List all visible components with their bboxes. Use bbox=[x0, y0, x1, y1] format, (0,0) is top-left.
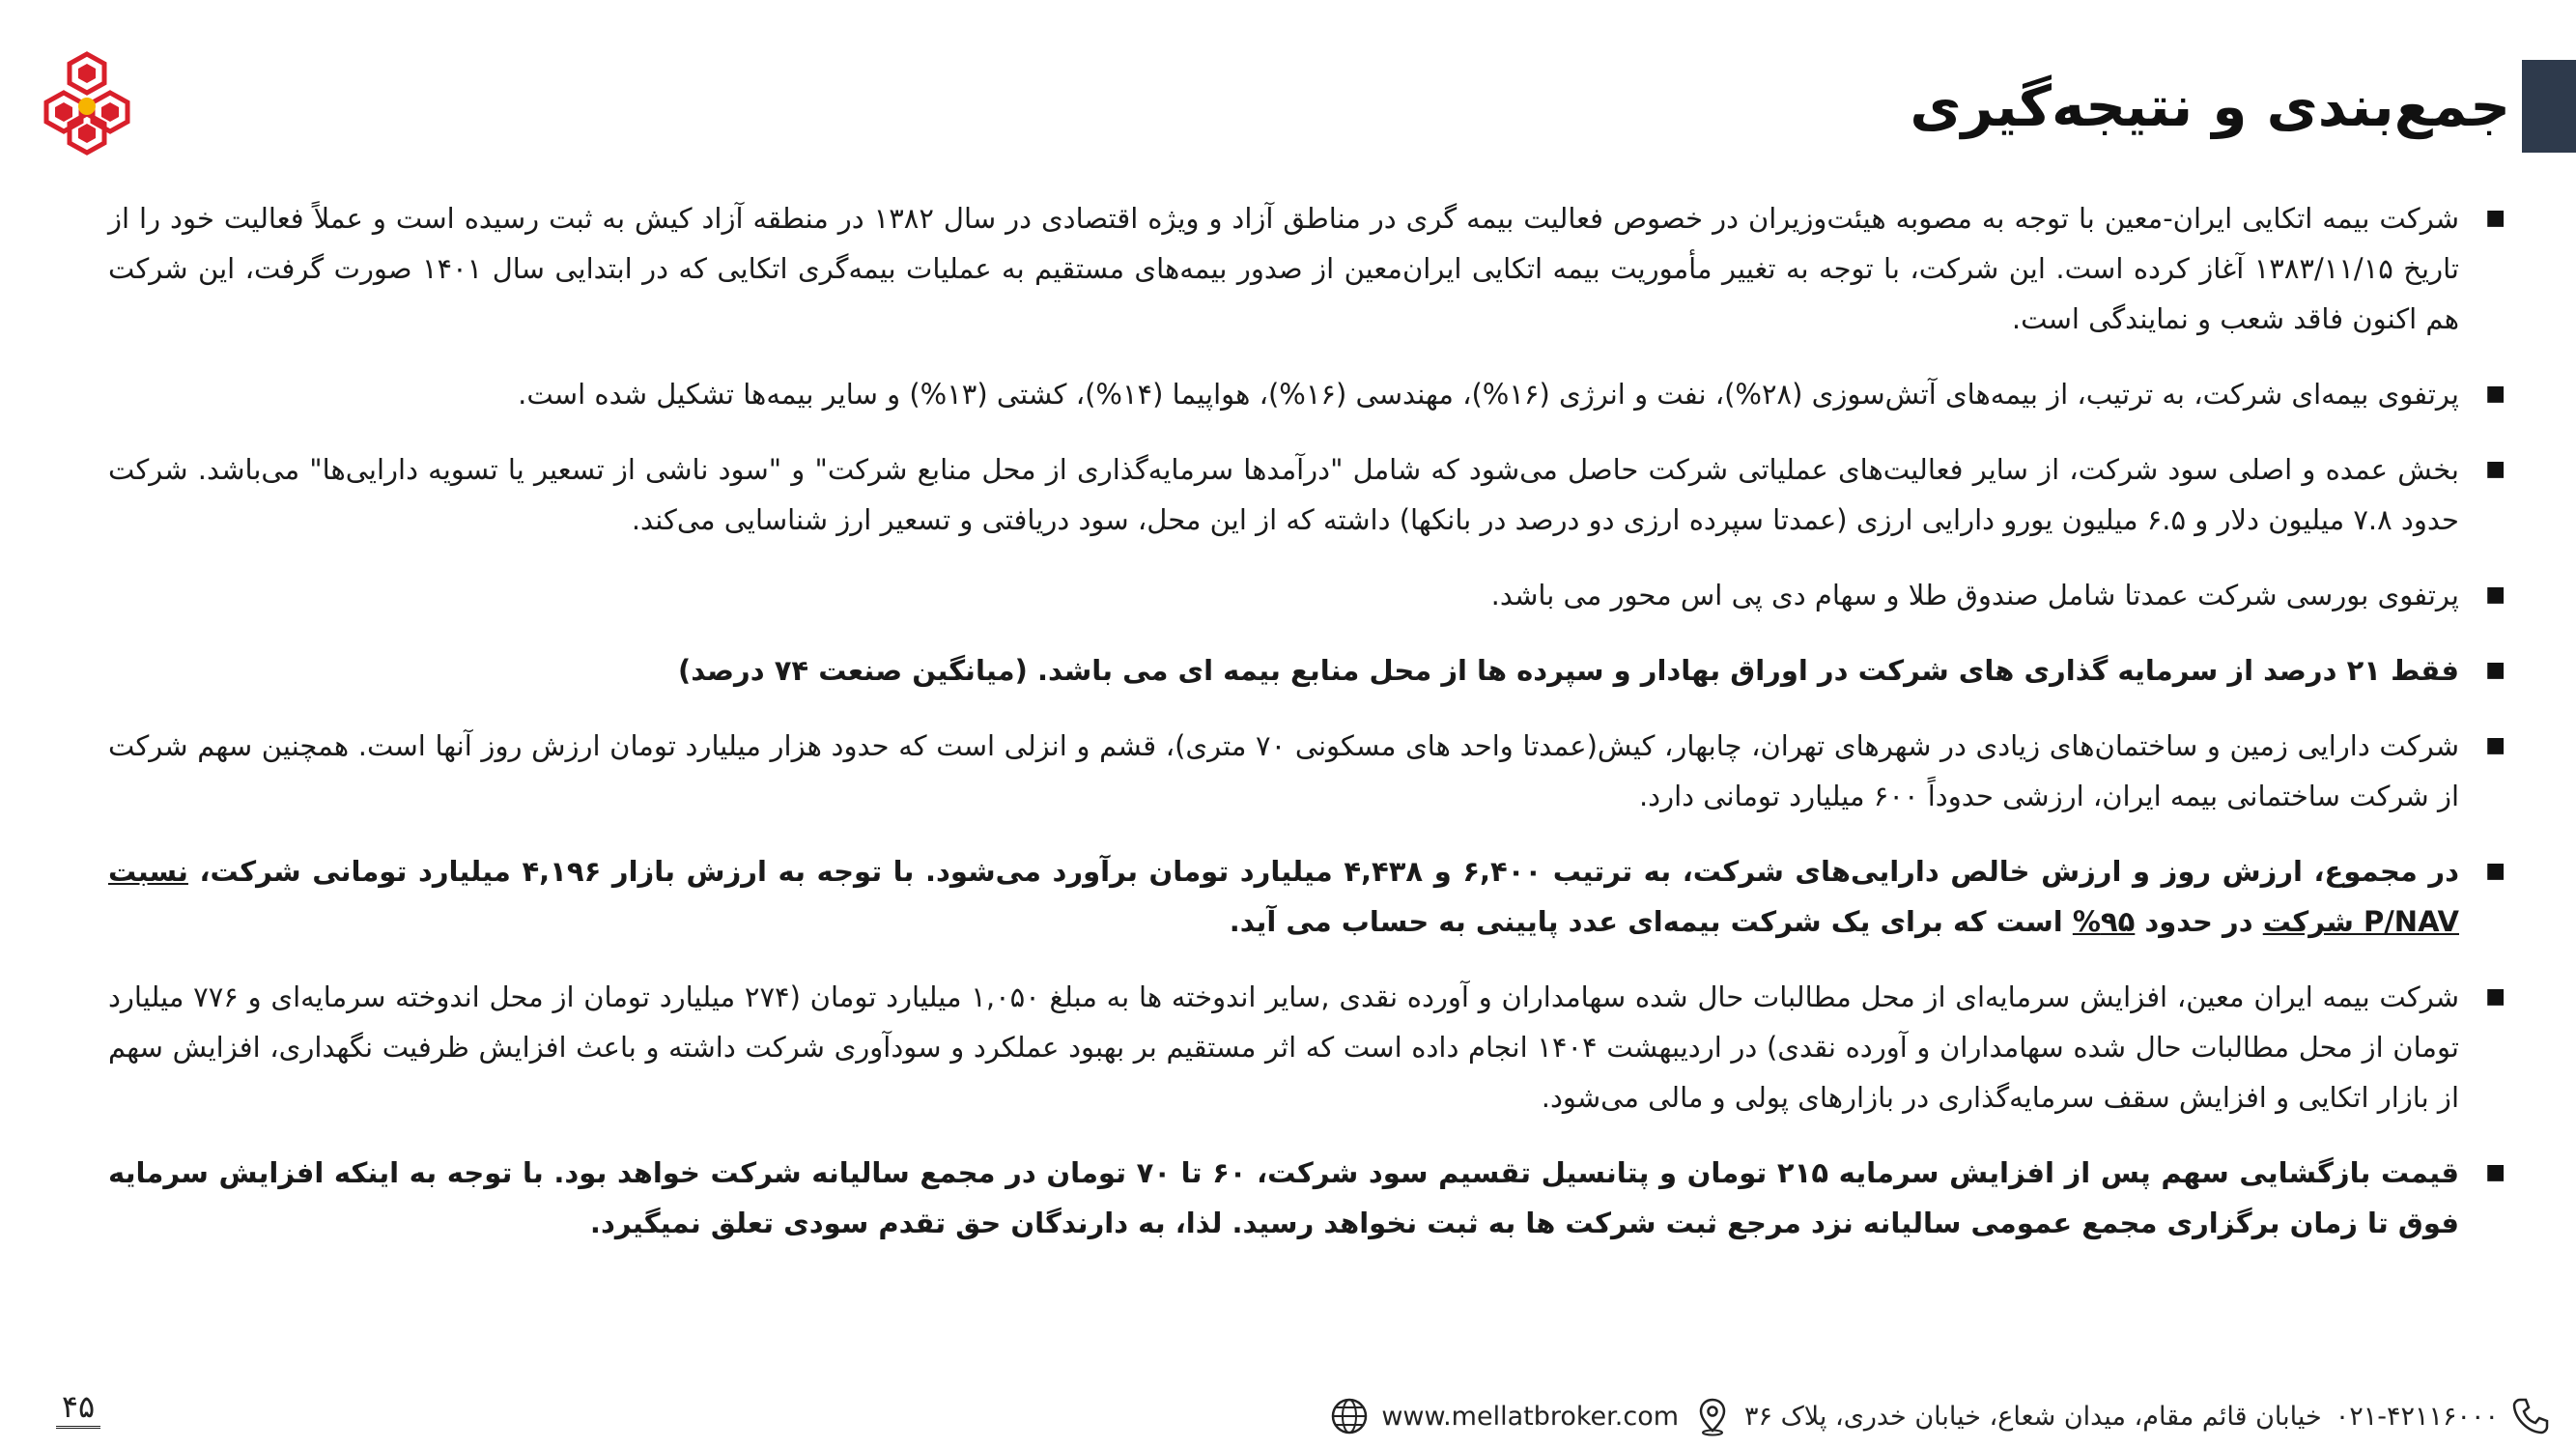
summary-content bbox=[108, 193, 2505, 1265]
list-item: ■ پرتفوی بیمه‌ای شرکت، به ترتیب، از بیمه‌های آتش‌سوزی (۲۸%)، نفت و انرژی (۱۶%)، مهندسی (۱۶%)، هواپیما (۱۴%)، کشتی (۱۳%) و سایر بیمه‌ها تشکیل شده است. bbox=[108, 369, 2459, 419]
list-item: ■ شرکت بیمه اتکایی ایران-معین با توجه به مصوبه هیئت‌وزیران در خصوص فعالیت بیمه گری در مناطق آزاد و ویژه اقتصادی در سال ۱۳۸۲ در منطقه آزاد کیش به ثبت رسیده است و عملاً فعالیت خود را از تاریخ ۱۳۸۳/۱۱/۱۵ آغاز کرده است. این شرکت، با توجه به تغییر مأموریت بیمه اتکایی ایران‌معین از صدور بیمه‌های مستقیم به عملیات بیمه‌گری اتکایی که در ابتدایی سال ۱۴۰۱ صورت گرفت، این شرکت هم اکنون فاقد شعب و نمایندگی است. bbox=[108, 193, 2459, 344]
bullet-icon: ■ bbox=[2485, 382, 2505, 406]
list-item: ■ شرکت بیمه ایران معین، افزایش سرمایه‌ای از محل مطالبات حال شده سهامداران و آورده نقدی ,سایر اندوخته ها به مبلغ ۱,۰۵۰ میلیارد تومان (۲۷۴ میلیارد تومان از محل اندوخته سرمایه‌ای و ۷۷۶ میلیارد تومان از محل مطالبات حال شده سهامداران و آورده نقدی) در اردیبهشت ۱۴۰۴ انجام داده است که اثر مستقیم بر بهبود عملکرد و سودآوری شرکت داشته و باعث افزایش ظرفیت نگهداری، افزایش سهم از بازار اتکایی و افزایش سقف سرمایه‌گذاری در بازارهای پولی و مالی می‌شود. bbox=[108, 972, 2459, 1122]
summary-bullet-list bbox=[108, 193, 2505, 1248]
contact-footer bbox=[1295, 1391, 2551, 1441]
page-title: جمع‌بندی و نتیجه‌گیری bbox=[1910, 73, 2510, 139]
title-accent-bar bbox=[2522, 60, 2576, 153]
company-logo bbox=[39, 50, 135, 156]
list-item: ■ قیمت بازگشایی سهم پس از افزایش سرمایه ۲۱۵ تومان و پتانسیل تقسیم سود شرکت، ۶۰ تا ۷۰ تومان در مجمع سالیانه شرکت خواهد بود. با توجه به اینکه افزایش سرمایه فوق تا زمان برگزاری مجمع عمومی سالیانه نزد مرجع ثبت شرکت ها به ثبت نخواهد رسید. لذا، به دارندگان حق تقدم سودی تعلق نمیگیرد. bbox=[108, 1148, 2459, 1248]
bullet-icon: ■ bbox=[2485, 658, 2505, 682]
bullet-icon: ■ bbox=[2485, 457, 2505, 481]
pnav-ratio-label: نسبت P/NAV شرکت bbox=[108, 855, 2459, 938]
list-item: ■ شرکت دارایی زمین و ساختمان‌های زیادی در شهرهای تهران، چابهار، کیش(عمدتا واحد های مسکونی ۷۰ متری)، قشم و انزلی است که حدود هزار میلیارد تومان ارزش روز آنها است. همچنین سهم شرکت از شرکت ساختمانی بیمه ایران، ارزشی حدوداً ۶۰۰ میلیارد تومانی دارد. bbox=[108, 721, 2459, 821]
list-item: ■ بخش عمده و اصلی سود شرکت، از سایر فعالیت‌های عملیاتی شرکت حاصل می‌شود که شامل "درآمدها سرمایه‌گذاری از محل منابع شرکت" و "سود ناشی از تسعیر یا تسویه دارایی‌ها" می‌باشد. شرکت حدود ۷.۸ میلیون دلار و ۶.۵ میلیون یورو دارایی ارزی (عمدتا سپرده ارزی دو درصد در بانکها) داشته که از این محل، سود دریافتی و تسعیر ارز شناسایی می‌کند. bbox=[108, 444, 2459, 545]
bullet-icon: ■ bbox=[2485, 582, 2505, 607]
page-number: ۴۵ bbox=[56, 1387, 100, 1429]
list-item: ■ فقط ۲۱ درصد از سرمایه گذاری های شرکت در اوراق بهادار و سپرده ها از محل منابع بیمه ای می باشد. (میانگین صنعت ۷۴ درصد) bbox=[108, 645, 2459, 696]
bullet-icon: ■ bbox=[2485, 206, 2505, 230]
list-item: ■ پرتفوی بورسی شرکت عمدتا شامل صندوق طلا و سهام دی پی اس محور می باشد. bbox=[108, 570, 2459, 620]
phone-icon bbox=[2510, 1396, 2551, 1436]
location-pin-icon bbox=[1692, 1396, 1733, 1436]
phone-contact[interactable]: ۰۲۱-۴۲۱۱۶۰۰۰ bbox=[2335, 1396, 2551, 1436]
pnav-paragraph: در مجموع، ارزش روز و ارزش خالص دارایی‌های شرکت، به ترتیب ۶,۴۰۰ و ۴,۴۳۸ میلیارد تومان برآورد می‌شود. با توجه به ارزش بازار ۴,۱۹۶ میلیارد تومانی شرکت، نسبت P/NAV شرکت در حدود ۹۵% است که برای یک شرکت بیمه‌ای عدد پایینی به حساب می آید. bbox=[108, 855, 2459, 938]
website-link[interactable]: www.mellatbroker.com bbox=[1329, 1396, 1679, 1436]
bullet-icon: ■ bbox=[2485, 984, 2505, 1009]
pnav-ratio-value: ۹۵% bbox=[2072, 905, 2136, 938]
address-contact: خیابان قائم مقام، میدان شعاع، خیابان خدری، پلاک ۳۶ bbox=[1692, 1396, 2322, 1436]
bullet-icon: ■ bbox=[2485, 733, 2505, 757]
list-item bbox=[108, 846, 2505, 947]
bullet-icon: ■ bbox=[2485, 859, 2505, 883]
bullet-icon: ■ bbox=[2485, 1160, 2505, 1184]
globe-icon bbox=[1329, 1396, 1370, 1436]
